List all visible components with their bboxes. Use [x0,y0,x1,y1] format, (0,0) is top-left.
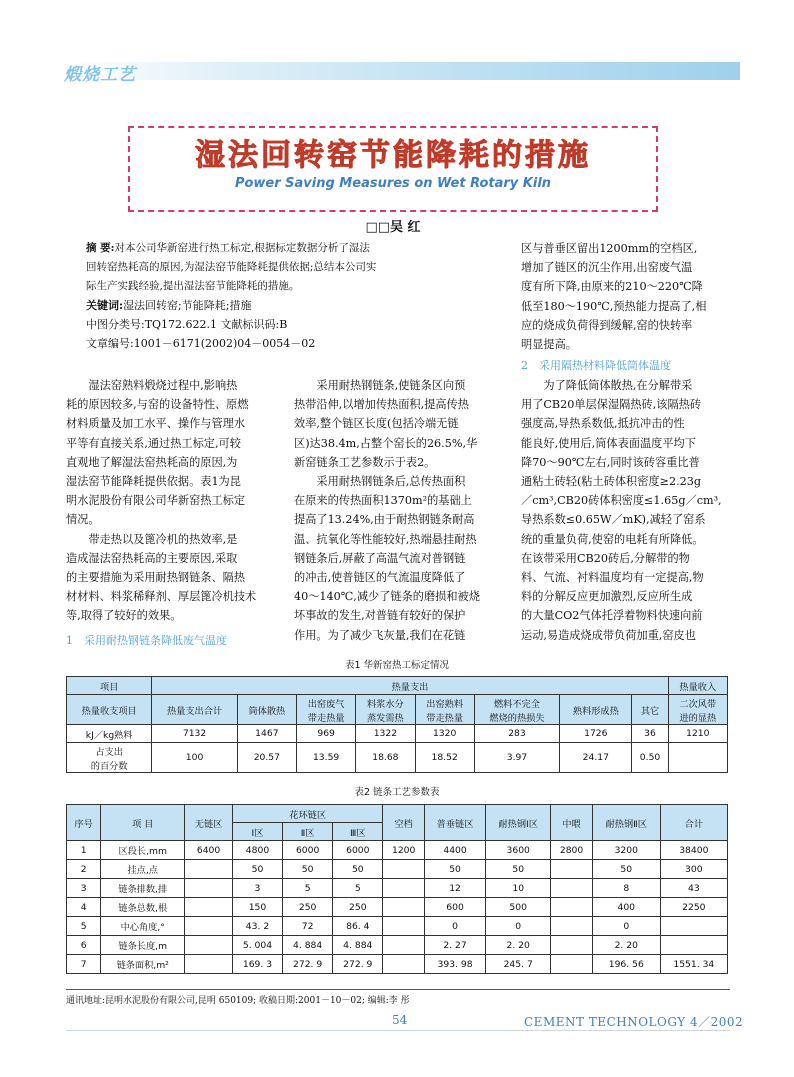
left-column-body [66,376,274,626]
right-column-body-line: 能良好,使用后,筒体表面温度平均下 [521,436,696,450]
table-cell: 区段长,mm [101,841,185,860]
table-row [67,898,728,917]
table-cell [185,860,233,879]
right-column-top-line: 区与普垂区留出1200mm的空档区, [521,242,698,255]
table-cell: 272. 9 [333,955,383,974]
middle-column-line: 的冲击,使普链区的气流温度降低了 [294,571,466,585]
table-cell: 50 [424,860,485,879]
left-column-line: 直观地了解湿法窑热耗高的原因,为 [66,455,238,469]
right-column-body-line: 料的分解反应更加激烈,反应所生成 [521,590,693,604]
right-column-body [521,376,729,645]
table-row [67,879,728,898]
table-cell [660,936,727,955]
table-cell: 1726 [560,725,632,743]
table-cell: 3 [67,879,101,898]
right-column-body-line: 为了降低筒体散热,在分解带采 [521,379,693,392]
table-cell: 熟料形成热 [560,695,632,725]
right-column-body-line: 通粘土砖轻(粘土砖体积密度≥2.23g [521,475,702,489]
article-title: 湿法回转窑节能降耗的措施 [195,138,591,173]
table-cell: 2250 [660,898,727,917]
right-column-body-line: 强度高,导热系数低,抵抗冲击的性 [521,417,685,431]
table-cell: 链条面积,m² [101,955,185,974]
middle-column-line: 坏事故的发生,对普链有较好的保护 [294,609,466,623]
table2-caption: 表2 链条工艺参数表 [354,787,440,798]
table-cell: 1320 [415,725,474,743]
table-cell: 筒体散热 [237,695,296,725]
table-cell: 18.68 [356,743,415,773]
middle-column-line: 采用耐热钢链条,使链条区向预 [294,379,466,392]
middle-column-line: 作用。为了减少飞灰量,我们在花链 [294,628,466,642]
table-cell: Ⅱ区 [283,823,333,841]
table-cell: 链条长度,m [101,936,185,955]
table-cell: 1210 [668,725,727,743]
table-cell: 3.97 [474,743,559,773]
table-cell: 250 [283,898,333,917]
table-cell: 出窑熟料 带走热量 [415,695,474,725]
table-cell: 花环链区 [232,805,382,823]
table-cell [383,879,425,898]
table-cell: 400 [592,898,660,917]
table-cell: 0 [486,917,551,936]
table-cell: 18.52 [415,743,474,773]
middle-column-line: 提高了13.24%,由于耐热钢链条耐高 [294,513,475,527]
table-cell: 2. 27 [424,936,485,955]
table-cell: kJ／kg熟料 [67,725,152,743]
table-cell: 5. 004 [232,936,282,955]
right-column-body-line: 用了CB20单层保湿隔热砖,该隔热砖 [521,398,702,412]
table-cell: 1 [67,841,101,860]
left-column-line: 明水泥股份有限公司华新窑热工标定 [66,494,246,508]
table-cell: 6000 [283,841,333,860]
table-cell: 链条排数,排 [101,879,185,898]
middle-column-line: 热带沿伸,以增加传热面积,提高传热 [294,398,469,412]
table-cell: 6000 [333,841,383,860]
table-cell: 3200 [592,841,660,860]
table-cell: 43. 2 [232,917,282,936]
table-cell: 1551. 34 [660,955,727,974]
table-cell: 13.59 [296,743,355,773]
table-cell: 50 [283,860,333,879]
table-row [67,805,728,823]
abstract-line-2: 回转窑热耗高的原因,为湿法窑节能降耗提供依据;总结本公司实 [86,261,377,273]
table-cell: 普垂链区 [424,805,485,841]
footer-rule [66,1030,730,1031]
table-cell: 序号 [67,805,101,841]
table-cell: 5 [283,879,333,898]
table-cell: 4800 [232,841,282,860]
table-cell: 热量收入 [668,677,727,695]
table-cell: 100 [152,743,237,773]
table-cell: 燃料不完全 燃烧的热损失 [474,695,559,725]
table-cell [668,743,727,773]
table-cell: 250 [333,898,383,917]
table-cell [185,936,233,955]
right-column-top-line: 度有所下降,由原来的210～220℃降 [521,280,703,294]
middle-column-line: 效率,整个链区长度(包括冷端无链 [294,417,459,431]
right-column-top [521,239,729,354]
table-cell: 72 [283,917,333,936]
table-cell: 耐热钢Ⅰ区 [486,805,551,841]
table-cell: 50 [232,860,282,879]
table-cell [660,917,727,936]
right-column-body-line: 在该带采用CB20砖后,分解带的物 [521,551,690,565]
table-cell: 7132 [152,725,237,743]
table-cell: 12 [424,879,485,898]
left-column-line: 湿法窑节能降耗提供依据。表1为昆 [66,475,241,489]
table-cell: 6400 [185,841,233,860]
table-cell: 50 [592,860,660,879]
table-cell [551,955,593,974]
abstract-line-1: 对本公司华新窑进行热工标定,根据标定数据分析了湿法 [114,242,370,254]
table-cell: 0.50 [632,743,668,773]
table-cell: 283 [474,725,559,743]
table-cell: 2 [67,860,101,879]
table-cell: 项 目 [101,805,185,841]
table-cell: 4400 [424,841,485,860]
left-column-line: 等,取得了较好的效果。 [66,609,182,623]
table-cell: 50 [333,860,383,879]
table-row [67,936,728,955]
table-cell [383,898,425,917]
table-cell: 50 [486,860,551,879]
abstract-label: 摘 要: [86,242,115,254]
table-row [67,917,728,936]
table-cell: 0 [592,917,660,936]
table-cell [551,879,593,898]
heading-2: 2 采用隔热材料降低筒体温度 [521,359,671,372]
right-column-body-line: ／cm³,CB20砖体积密度≤1.65g／cm³, [521,494,722,508]
table-cell: 969 [296,725,355,743]
section-label: 煅烧工艺 [64,65,136,85]
table-cell: 5 [67,917,101,936]
page-number: 54 [392,1013,408,1027]
table-cell: 2. 20 [592,936,660,955]
table-row [67,860,728,879]
table-row [67,677,728,695]
abstract-line-3: 际生产实践经验,提出湿法窑节能降耗的措施。 [86,280,300,292]
left-column-line: 耗的原因较多,与窑的设备特性、原燃 [66,398,249,412]
left-column-line: 情况。 [66,513,100,527]
table-cell [185,917,233,936]
table-cell: 10 [486,879,551,898]
clc-number: 中图分类号:TQ172.622.1 文献标识码:B [86,318,288,331]
table-cell: 600 [424,898,485,917]
table-cell: 3600 [486,841,551,860]
table-cell: 36 [632,725,668,743]
right-column-body-line: 导热系数≤0.65W／mK),减轻了窑系 [521,513,706,527]
table-cell: 0 [424,917,485,936]
right-column-top-line: 增加了链区的沉尘作用,出窑废气温 [521,261,693,275]
table-cell: 无链区 [185,805,233,841]
table-cell: 挂点,点 [101,860,185,879]
footnote-divider [66,989,730,990]
table-cell: 合计 [660,805,727,841]
left-column-line: 材料质量及加工水平、操作与管理水 [66,417,246,431]
middle-column-line: 在原来的传热面积1370m²的基础上 [294,494,472,508]
left-column-line: 平等有直接关系,通过热工标定,可较 [66,436,241,450]
table-cell [383,936,425,955]
table-cell: 2. 20 [486,936,551,955]
right-column-top-line: 明显提高。 [521,338,577,352]
table-cell [383,860,425,879]
table-cell [551,898,593,917]
right-column-top-line: 低至180～190℃,预热能力提高了,相 [521,299,707,313]
section-bar [60,62,740,80]
left-column-line: 带走热以及篦冷机的热效率,是 [66,532,238,546]
table-cell: 196. 56 [592,955,660,974]
right-column-body-line: 统的重量负荷,使窑的电耗有所降低。 [521,532,704,546]
table-cell: 38400 [660,841,727,860]
table-row [67,841,728,860]
table-row [67,743,728,773]
table-cell: 3 [232,879,282,898]
right-column-body-line: 料、气流、衬料温度均有一定提高,物 [521,571,704,585]
table-cell: 1467 [237,725,296,743]
table-cell: 链条总数,根 [101,898,185,917]
table-cell: 空档 [383,805,425,841]
table1-caption: 表1 华新窑热工标定情况 [344,660,450,671]
middle-column-line: 新窑链条工艺参数示于表2。 [294,455,436,469]
table-cell [185,955,233,974]
keywords-label: 关键词: [86,299,124,312]
table-row [67,725,728,743]
table-cell: 5 [333,879,383,898]
article-number: 文章编号:1001－6171(2002)04－0054－02 [86,337,316,350]
right-column-body-line: 降70～90℃左右,同时该砖容重比普 [521,455,700,469]
left-column-line: 湿法窑熟料煅烧过程中,影响热 [66,379,238,392]
table-cell: 393. 98 [424,955,485,974]
table-cell: 二次风带 进的显热 [668,695,727,725]
table-cell: 项目 [67,677,152,695]
table-cell: 245. 7 [486,955,551,974]
table-cell: 1322 [356,725,415,743]
left-column-line: 的主要措施为采用耐热钢链条、隔热 [66,571,246,585]
table-cell [185,898,233,917]
middle-column-line: 温、抗氧化等性能较好,热端悬挂耐热 [294,532,477,546]
article-title-english: Power Saving Measures on Wet Rotary Kiln [234,176,552,191]
table-cell: 2800 [551,841,593,860]
table-cell: 热量收支项目 [67,695,152,725]
table-cell: 43 [660,879,727,898]
middle-column-line: 40～140℃,减少了链条的磨损和被烧 [294,590,480,604]
keywords: 湿法回转窑;节能降耗;措施 [123,299,252,312]
table-cell: 86. 4 [333,917,383,936]
table-row [67,955,728,974]
table-cell: Ⅲ区 [333,823,383,841]
table-cell: 169. 3 [232,955,282,974]
table-cell: 150 [232,898,282,917]
table-row [67,695,728,725]
table-cell: 占支出 的百分数 [67,743,152,773]
table-cell: 4 [67,898,101,917]
middle-column-line: 钢链条后,屏蔽了高温气流对普钢链 [294,551,466,565]
table-2 [66,804,728,974]
table-cell: 其它 [632,695,668,725]
table-cell: 热量支出合计 [152,695,237,725]
table-1 [66,676,728,773]
right-column-body-line: 运动,易造成烧成带负荷加重,窑皮也 [521,628,696,642]
table-cell: 出窑废气 带走热量 [296,695,355,725]
abstract [86,239,482,353]
table-cell: 7 [67,955,101,974]
table-cell [551,860,593,879]
table-cell: 272. 9 [283,955,333,974]
table-cell: 1200 [383,841,425,860]
table-cell: 热量支出 [152,677,668,695]
table-cell [551,917,593,936]
table-cell: 8 [592,879,660,898]
table-cell: 4. 884 [333,936,383,955]
table-cell [185,879,233,898]
table-cell: 中喂 [551,805,593,841]
table-cell: 500 [486,898,551,917]
table-cell [383,917,425,936]
left-column-line: 材材料、料浆稀释剂、厚层篦冷机技术 [66,590,257,604]
table-cell: 4. 884 [283,936,333,955]
footnote: 通讯地址:昆明水泥股份有限公司,昆明 650109; 收稿日期:2001－10－02; 编辑:李 彤 [66,996,410,1006]
author: □□吴 红 [365,220,421,235]
table-cell: 料浆水分 蒸发需热 [356,695,415,725]
middle-column-line: 区)达38.4m,占整个窑长的26.5%,华 [294,436,478,450]
table-cell [551,936,593,955]
middle-column-body [294,376,502,645]
table-cell [383,955,425,974]
heading-1: 1 采用耐热钢链条降低废气温度 [66,634,227,647]
table-cell: 20.57 [237,743,296,773]
table-cell: 300 [660,860,727,879]
table-cell: 6 [67,936,101,955]
table-cell: 中心角度,° [101,917,185,936]
table-cell: 耐热钢Ⅱ区 [592,805,660,841]
journal-name: CEMENT TECHNOLOGY 4／2002 [524,1015,744,1029]
middle-column-line: 采用耐热钢链条后,总传热面积 [294,475,466,489]
table-cell: 24.17 [560,743,632,773]
table-cell: Ⅰ区 [232,823,282,841]
right-column-top-line: 应的烧成负荷得到缓解,窑的快转率 [521,318,693,332]
right-column-body-line: 的大量CO2气体托浮着物料快速向前 [521,609,703,623]
left-column-line: 造成湿法窑热耗高的主要原因,采取 [66,551,238,565]
